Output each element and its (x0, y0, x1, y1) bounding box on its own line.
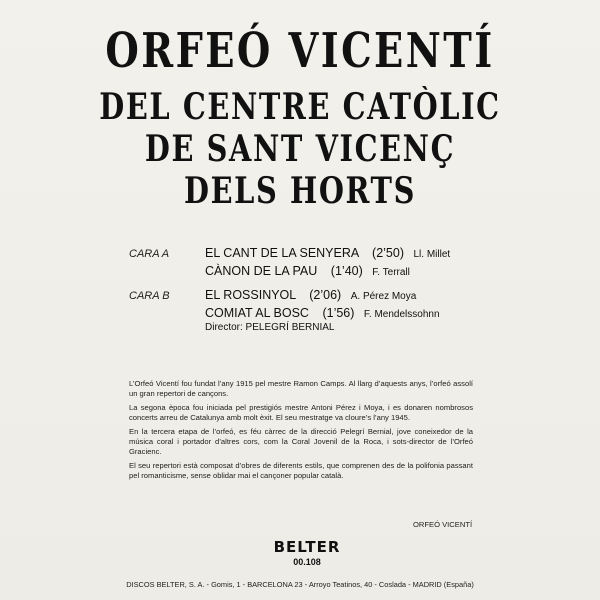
track-composer: F. Mendelssohnn (363, 309, 440, 320)
title-line-4: DELS HORTS (184, 170, 416, 212)
side-b-label: CARA B (129, 290, 170, 302)
title-line-1: ORFEÓ VICENTÍ (105, 23, 495, 79)
publisher-footer: DISCOS BELTER, S. A. - Gomis, 1 - BARCELONA 23 - Arroyo Teatinos, 40 - Coslada - MADRID (España) (126, 580, 474, 589)
liner-paragraph: La segona època fou iniciada pel prestigiós mestre Antoni Pérez i Moya, i es donaren nombrosos concerts arreu de Catalunya amb molt èxit. El seu mestratge va cloure’s l’any 1945. (129, 403, 473, 422)
track-title: CÀNON DE LA PAU (205, 264, 318, 278)
liner-paragraph: El seu repertori està composat d’obres de diferents estils, que comprenen des de la polifonia passant pel romanticisme, sense oblidar mai el cançoner popular català. (129, 461, 473, 480)
track-title: COMIAT AL BOSC (205, 306, 309, 320)
track-composer: Ll. Millet (413, 249, 451, 260)
side-a-label: CARA A (129, 248, 170, 260)
title-line-2: DEL CENTRE CATÒLIC (99, 86, 501, 128)
track-b2 (205, 306, 440, 320)
record-label-logo: BELTER (273, 538, 341, 556)
track-title: EL ROSSINYOL (205, 288, 296, 302)
track-b1 (205, 288, 416, 302)
liner-notes (129, 379, 473, 485)
title-line-3: DE SANT VICENÇ (144, 128, 456, 170)
track-composer: A. Pérez Moya (350, 291, 417, 302)
track-a1 (205, 246, 450, 260)
track-title: EL CANT DE LA SENYERA (205, 246, 359, 260)
director-credit: Director: PELEGRÍ BERNIAL (205, 322, 335, 333)
track-composer: F. Terrall (372, 267, 410, 278)
liner-paragraph: En la tercera etapa de l’orfeó, es féu càrrec de la direcció Pelegrí Bernial, jove coneixedor de la música coral i portador d’altres cors, com la Coral Jovenil de la Roca, i sots-director de l’Orfeó Gracienc. (129, 427, 473, 456)
liner-paragraph: L’Orfeó Vicentí fou fundat l’any 1915 pel mestre Ramon Camps. Al llarg d’aquests anys, l’orfeó assolí un gran repertori de cançons. (129, 379, 473, 398)
track-a2 (205, 264, 410, 278)
catalog-number: 00.108 (293, 557, 321, 567)
track-duration: (2’50) (372, 246, 404, 260)
track-duration: (2’06) (309, 288, 342, 302)
liner-signature: ORFEÓ VICENTÍ (413, 520, 473, 529)
track-duration: (1’40) (330, 264, 363, 278)
track-duration: (1’56) (322, 306, 355, 320)
